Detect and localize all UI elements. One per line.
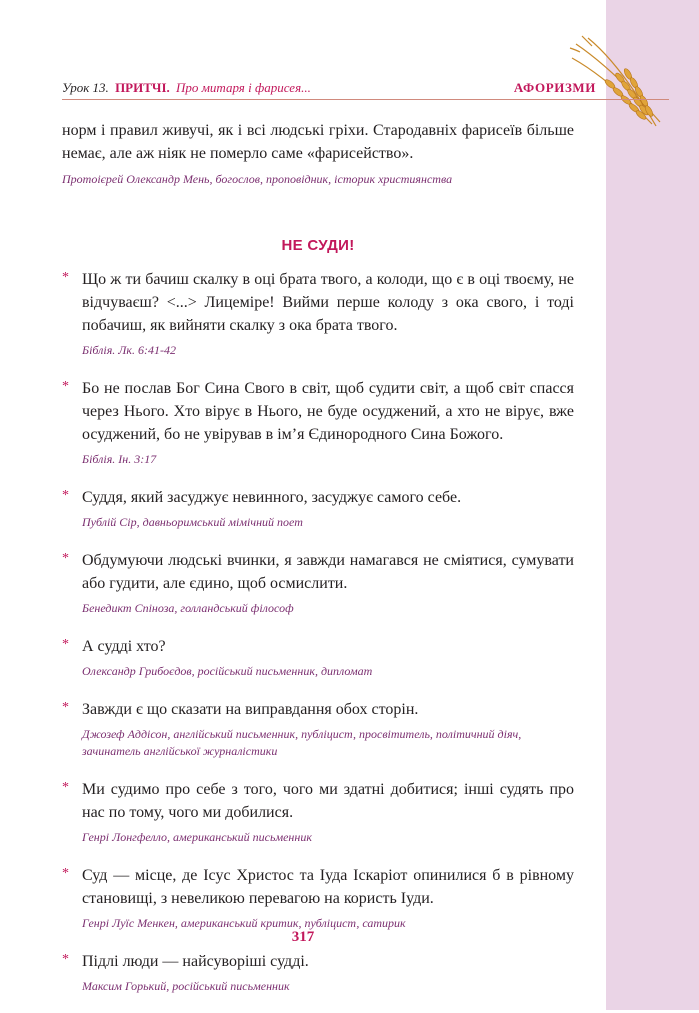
header-lesson: Урок 13. xyxy=(62,80,109,95)
quote-source: Максим Горький, російський письменник xyxy=(82,979,290,993)
bullet-asterisk-icon: * xyxy=(62,780,69,795)
quote-text: Завжди є що сказати на виправдання обох сторін. xyxy=(82,701,419,718)
bullet-asterisk-icon: * xyxy=(62,866,69,881)
side-strip xyxy=(606,0,699,1010)
quote-text: Бо не послав Бог Сина Свого в світ, щоб судити світ, а щоб світ спасся через Нього. Хто вірує в Нього, не буде осуджений, а хто не вірує, вже осуджений, бо не увірував в ім’я Єдинородного Сина Божого. xyxy=(82,380,574,443)
intro-block xyxy=(62,119,574,188)
bullet-asterisk-icon: * xyxy=(62,952,69,967)
quote-item xyxy=(62,864,574,932)
header-right-label: АФОРИЗМИ xyxy=(513,80,596,95)
quote-item xyxy=(62,698,574,760)
quote-source: Бенедикт Спіноза, голландський філософ xyxy=(82,601,294,615)
page-number: 317 xyxy=(291,929,315,945)
bullet-asterisk-icon: * xyxy=(62,488,69,503)
quote-source: Біблія. Ін. 3:17 xyxy=(82,452,157,466)
intro-source: Протоієрей Олександр Мень, богослов, проповідник, історик християнства xyxy=(62,172,453,186)
bullet-asterisk-icon: * xyxy=(62,379,69,394)
quote-source: Публій Сір, давньоримський мімічний поет xyxy=(82,515,303,529)
header-section: ПРИТЧІ. xyxy=(115,80,170,95)
header-subtitle: Про митаря і фарисея... xyxy=(176,80,311,95)
bullet-asterisk-icon: * xyxy=(62,270,69,285)
quote-text: А судді хто? xyxy=(82,638,166,655)
quote-list xyxy=(62,268,574,995)
quote-text: Суд — місце, де Ісус Христос та Іуда Іскаріот опинилися б в рівному становищі, з невеликою перевагою на користь Іуди. xyxy=(82,867,574,907)
quote-source: Олександр Грибоєдов, російський письменник, дипломат xyxy=(82,664,373,678)
quote-text: Суддя, який засуджує невинного, засуджує самого себе. xyxy=(82,489,462,506)
quote-item xyxy=(62,778,574,846)
quote-item xyxy=(62,268,574,359)
quote-item xyxy=(62,377,574,468)
bullet-asterisk-icon: * xyxy=(62,551,69,566)
quote-source: Біблія. Лк. 6:41-42 xyxy=(82,343,177,357)
page-content xyxy=(62,119,574,1013)
quote-source: Джозеф Аддісон, англійський письменник, публіцист, просвітитель, політичний діяч, зачинатель англійської журналістики xyxy=(82,727,522,758)
bullet-asterisk-icon: * xyxy=(62,700,69,715)
quote-text: Підлі люди — найсуворіші судді. xyxy=(82,953,309,970)
quote-text: Обдумуючи людські вчинки, я завжди намагався не сміятися, сумувати або гудити, але єдино, щоб осмислити. xyxy=(82,552,574,592)
section-title: НЕ СУДИ! xyxy=(281,237,355,254)
quote-text: Що ж ти бачиш скалку в оці брата твого, а колоди, що є в оці твоєму, не відчуваєш? <...> Лицеміре! Вийми перше колоду з ока свого, і тоді побачиш, як вийняти скалку з ока брата твого. xyxy=(82,271,574,334)
header-rule xyxy=(62,99,669,100)
quote-source: Генрі Луїс Менкен, американський критик, публіцист, сатирик xyxy=(82,916,406,930)
quote-item xyxy=(62,950,574,995)
running-header xyxy=(62,80,596,98)
quote-item xyxy=(62,549,574,617)
intro-text: норм і правил живучі, як і всі людські гріхи. Стародавніх фарисеїв більше немає, але аж ніяк не померло саме «фарисейство». xyxy=(62,122,574,162)
bullet-asterisk-icon: * xyxy=(62,637,69,652)
quote-item xyxy=(62,635,574,680)
quote-item xyxy=(62,486,574,531)
quote-text: Ми судимо про себе з того, чого ми здатні добитися; інші судять про нас по тому, чого ми добилися. xyxy=(82,781,574,821)
quote-source: Генрі Лонгфелло, американський письменник xyxy=(82,830,312,844)
